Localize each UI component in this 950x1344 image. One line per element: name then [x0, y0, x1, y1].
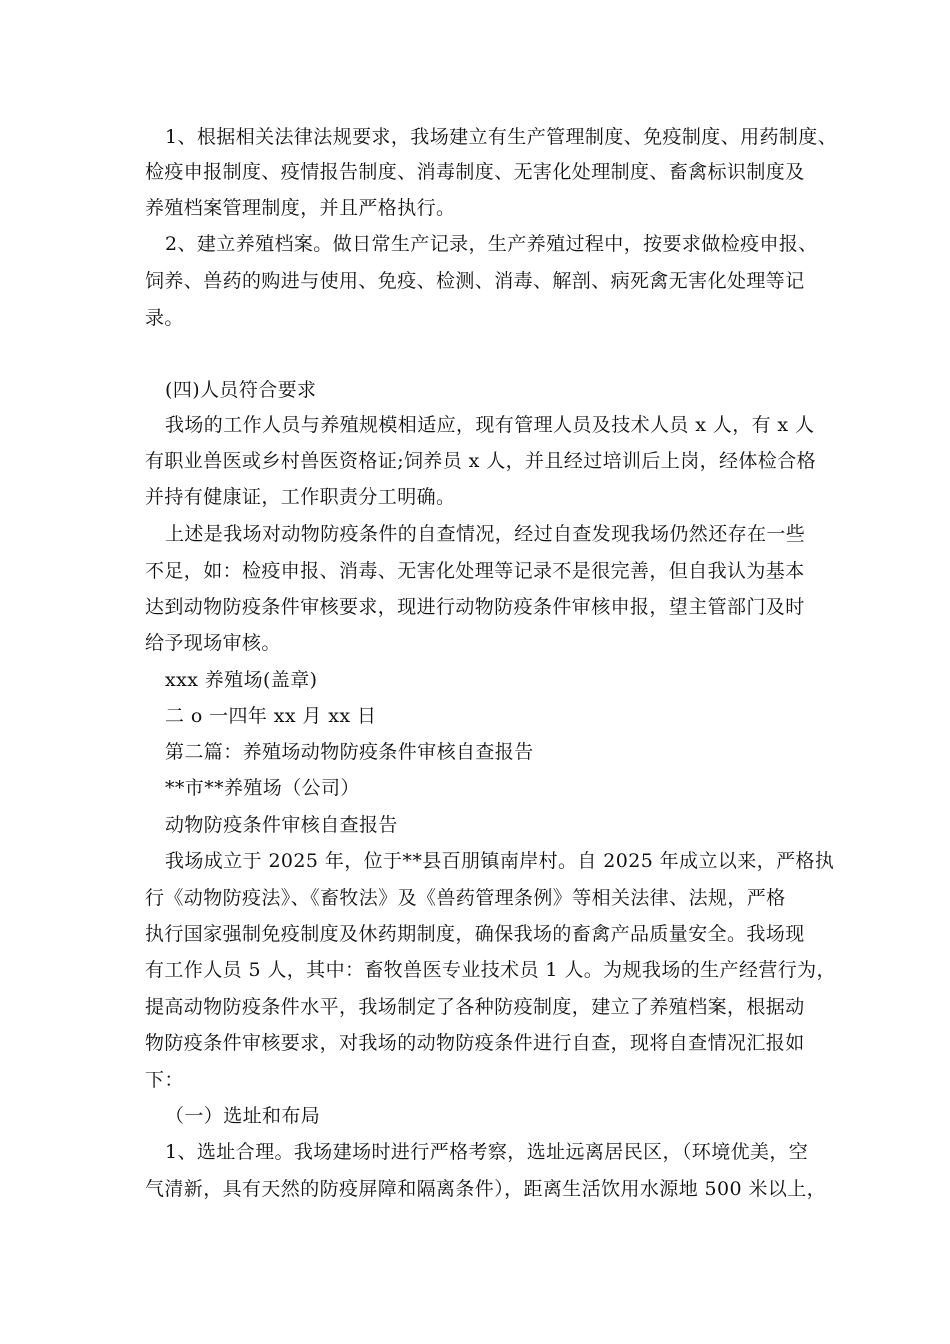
paragraph-line: 1、根据相关法律法规要求，我场建立有生产管理制度、免疫制度、用药制度、: [165, 126, 838, 148]
organization-name: **市**养殖场（公司）: [165, 777, 360, 799]
paragraph-line: 录。: [145, 307, 184, 329]
chapter-title: 第二篇：养殖场动物防疫条件审核自查报告: [165, 741, 534, 763]
paragraph-line: 物防疫条件审核要求，对我场的动物防疫条件进行自查，现将自查情况汇报如: [145, 1032, 805, 1054]
paragraph-line: 给予现场审核。: [145, 632, 281, 654]
paragraph-line: 达到动物防疫条件审核要求，现进行动物防疫条件审核申报，望主管部门及时: [145, 596, 805, 618]
paragraph-line: 提高动物防疫条件水平，我场制定了各种防疫制度，建立了养殖档案，根据动: [145, 996, 805, 1018]
paragraph-line: 我场成立于 2025 年，位于**县百朋镇南岸村。自 2025 年成立以来，严格执: [165, 850, 835, 872]
section-heading: (四)人员符合要求: [165, 379, 317, 401]
paragraph-line: 行《动物防疫法》、《畜牧法》及《兽药管理条例》等相关法律、法规，严格: [145, 887, 786, 909]
signature-line: xxx 养殖场(盖章): [165, 669, 318, 691]
section-heading: （一）选址和布局: [165, 1105, 321, 1127]
paragraph-line: 2、建立养殖档案。做日常生产记录，生产养殖过程中，按要求做检疫申报、: [165, 233, 818, 255]
paragraph-line: 并持有健康证，工作职责分工明确。: [145, 486, 456, 508]
paragraph-line: 不足，如：检疫申报、消毒、无害化处理等记录不是很完善，但自我认为基本: [145, 560, 805, 582]
paragraph-line: 上述是我场对动物防疫条件的自查情况，经过自查发现我场仍然还存在一些: [165, 523, 806, 545]
paragraph-line: 1、选址合理。我场建场时进行严格考察，选址远离居民区，（环境优美，空: [165, 1141, 809, 1163]
paragraph-line: 检疫申报制度、疫情报告制度、消毒制度、无害化处理制度、畜禽标识制度及: [145, 161, 805, 183]
paragraph-line: 执行国家强制免疫制度及休药期制度，确保我场的畜禽产品质量安全。我场现: [145, 923, 805, 945]
paragraph-line: 饲养、兽药的购进与使用、免疫、检测、消毒、解剖、病死禽无害化处理等记: [145, 270, 805, 292]
paragraph-line: 气清新，具有天然的防疫屏障和隔离条件），距离生活饮用水源地 500 米以上，: [145, 1178, 827, 1200]
report-title: 动物防疫条件审核自查报告: [165, 814, 398, 836]
paragraph-line: 下：: [145, 1069, 184, 1091]
paragraph-line: 有工作人员 5 人，其中：畜牧兽医专业技术员 1 人。为规我场的生产经营行为，: [145, 959, 836, 981]
paragraph-line: 我场的工作人员与养殖规模相适应，现有管理人员及技术人员 x 人，有 x 人: [165, 414, 815, 436]
paragraph-line: 养殖档案管理制度，并且严格执行。: [145, 197, 456, 219]
date-line: 二 o 一四年 xx 月 xx 日: [165, 705, 377, 727]
paragraph-line: 有职业兽医或乡村兽医资格证;饲养员 x 人，并且经过培训后上岗，经体检合格: [145, 450, 816, 472]
